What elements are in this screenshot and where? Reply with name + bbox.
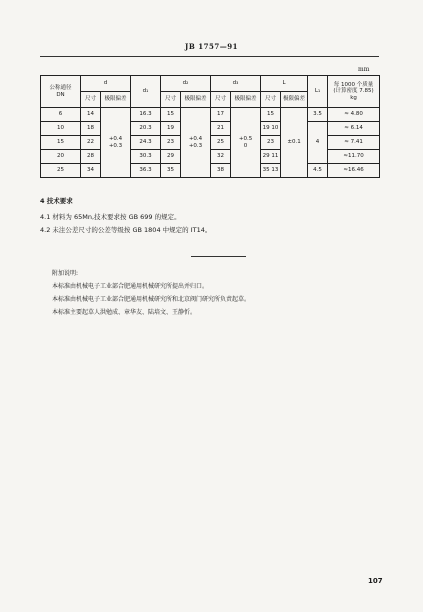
cell-d1: 20.3	[131, 122, 161, 136]
header-d: d	[81, 76, 131, 92]
dimension-table	[40, 75, 380, 178]
requirement-item-4-2: 4.2 未注公差尺寸的公差等级按 GB 1804 中规定的 IT14。	[40, 226, 212, 234]
cell-mass: ≈16.46	[328, 164, 380, 178]
cell-d3: 38	[211, 164, 231, 178]
header-d3: d₃	[211, 76, 261, 92]
tol-d3-upper: +0.5	[238, 136, 253, 143]
cell-dn: 6	[41, 108, 81, 122]
cell-L	[261, 122, 281, 136]
header-d-deviation: 极限偏差	[101, 92, 131, 108]
cell-dn: 20	[41, 150, 81, 164]
cell-L1: 4.5	[308, 164, 328, 178]
cell-mass: ≈ 4.80	[328, 108, 380, 122]
cell-d: 14	[81, 108, 101, 122]
header-L-size: 尺寸	[261, 92, 281, 108]
additional-note-line: 本标准由机械电子工业部合肥通用机械研究所和北京阀门研究所负责起草。	[52, 296, 251, 303]
additional-notes-title: 附加说明:	[52, 270, 79, 277]
tol-d2-upper: +0.4	[188, 136, 203, 143]
cell-d: 22	[81, 136, 101, 150]
cell-d-tolerance	[101, 108, 131, 178]
cell-L-value: 29	[262, 153, 270, 160]
unit-label: mm	[358, 66, 370, 73]
header-mass	[328, 76, 380, 108]
cell-L1: 3.5	[308, 108, 328, 122]
header-mass-unit: kg	[350, 94, 357, 101]
cell-L-value: 19	[262, 125, 270, 132]
header-d-size: 尺寸	[81, 92, 101, 108]
cell-d2: 19	[161, 122, 181, 136]
cell-d: 18	[81, 122, 101, 136]
cell-d1: 36.3	[131, 164, 161, 178]
cell-L-value: 35	[262, 167, 270, 174]
header-d2: d₂	[161, 76, 211, 92]
header-d2-size: 尺寸	[161, 92, 181, 108]
cell-mass: ≈ 7.41	[328, 136, 380, 150]
header-d2-deviation: 极限偏差	[181, 92, 211, 108]
section-title-technical-requirements: 4 技术要求	[40, 197, 73, 205]
cell-d3: 25	[211, 136, 231, 150]
cell-L	[261, 164, 281, 178]
header-d1: d₁	[131, 76, 161, 108]
cell-d3: 21	[211, 122, 231, 136]
table-row	[41, 136, 380, 150]
document-code: JB 1757—91	[185, 42, 238, 51]
cell-d1: 16.3	[131, 108, 161, 122]
cell-L: 23	[261, 136, 281, 150]
header-mass-line1: 每 1000 个质量	[333, 82, 374, 89]
header-dn-symbol: DN	[56, 91, 65, 98]
cell-L: 15	[261, 108, 281, 122]
table-row	[41, 108, 380, 122]
section-divider	[191, 256, 246, 257]
cell-d2-tolerance	[181, 108, 211, 178]
tol-d-lower: +0.3	[108, 142, 123, 149]
cell-L-tolerance: ±0.1	[281, 108, 308, 178]
tol-d3-lower: 0	[243, 142, 248, 149]
cell-d1: 30.3	[131, 150, 161, 164]
cell-dn: 25	[41, 164, 81, 178]
cell-d2: 29	[161, 150, 181, 164]
cell-d: 34	[81, 164, 101, 178]
table-row	[41, 122, 380, 136]
header-dn-label: 公称通径	[49, 85, 72, 92]
header-rule	[40, 56, 379, 57]
tol-d-upper: +0.4	[108, 136, 123, 143]
cell-d: 28	[81, 150, 101, 164]
cell-dn: 10	[41, 122, 81, 136]
table-row	[41, 150, 380, 164]
cell-L-extra: 10	[271, 125, 279, 132]
cell-d2: 15	[161, 108, 181, 122]
cell-L-extra: 13	[271, 167, 279, 174]
requirement-item-4-1: 4.1 材料为 65Mn,技术要求按 GB 699 的规定。	[40, 213, 181, 221]
cell-d2: 23	[161, 136, 181, 150]
header-mass-line2: (计算密度 7.85)	[333, 88, 374, 95]
header-L: L	[261, 76, 308, 92]
header-d3-deviation: 极限偏差	[231, 92, 261, 108]
header-L1: L₁	[308, 76, 328, 108]
cell-d3-tolerance	[231, 108, 261, 178]
header-dn	[41, 76, 81, 108]
header-L-deviation: 极限偏差	[281, 92, 308, 108]
cell-L1: 4	[308, 122, 328, 164]
cell-mass: ≈11.70	[328, 150, 380, 164]
page-number: 107	[368, 577, 383, 585]
additional-note-line: 本标准由机械电子工业部合肥通用机械研究所提出并归口。	[52, 283, 209, 290]
cell-d3: 17	[211, 108, 231, 122]
cell-dn: 15	[41, 136, 81, 150]
cell-d2: 35	[161, 164, 181, 178]
header-d3-size: 尺寸	[211, 92, 231, 108]
cell-L	[261, 150, 281, 164]
cell-d1: 24.3	[131, 136, 161, 150]
cell-L-extra: 11	[271, 153, 279, 160]
tol-d2-lower: +0.3	[188, 142, 203, 149]
table-row	[41, 164, 380, 178]
cell-mass: ≈ 6.14	[328, 122, 380, 136]
cell-d3: 32	[211, 150, 231, 164]
additional-note-line: 本标准主要起草人洪勉成、章华友、陆培文、王静忻。	[52, 309, 197, 316]
